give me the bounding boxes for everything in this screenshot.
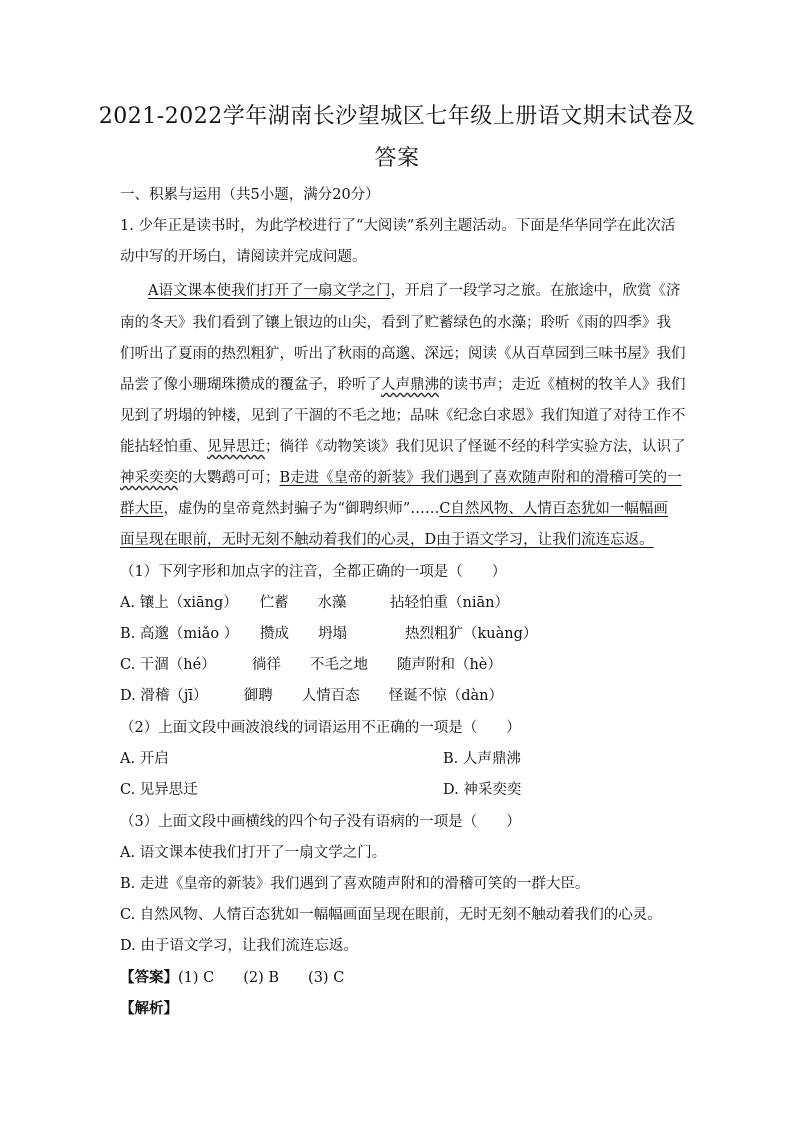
answer-line — [120, 968, 680, 988]
passage-text: 的大鹦鹉可可； — [178, 470, 280, 486]
passage-line — [120, 468, 680, 488]
subquestion-stem: （2）上面文段中画波浪线的词语运用不正确的一项是（ ） — [120, 720, 521, 736]
subquestion-stem: （3）上面文段中画横线的四个句子没有语病的一项是（ ） — [120, 814, 521, 830]
passage-line — [120, 437, 686, 457]
sentence-a-underlined: A语文课本使我们打开了一扇文学之门 — [148, 283, 391, 299]
passage-text: 品尝了像小珊瑚珠攒成的覆盆子，聆听了 — [120, 377, 381, 393]
option-c: C. 自然风物、人情百态犹如一幅幅画面呈现在眼前，无时无刻不触动着我们的心灵。 — [120, 907, 662, 923]
option-c: C. 见异思迁 — [120, 782, 198, 798]
question-intro: 1. 少年正是读书时，为此学校进行了“大阅读”系列主题活动。下面是华华同学在此次活 — [120, 218, 676, 234]
sentence-d-underlined: D由于语文学习，让我们流连忘返。 — [424, 532, 654, 548]
document-title-line1: 2021-2022学年湖南长沙望城区七年级上册语文期末试卷及 — [98, 104, 696, 129]
subquestion-stem: （1）下列字形和加点字的注音，全都正确的一项是（ ） — [120, 564, 507, 580]
option-b: B. 走进《皇帝的新装》我们遇到了喜欢随声附和的滑稽可笑的一群大臣。 — [120, 876, 590, 892]
wavy-word-shencai: 神采奕奕 — [120, 470, 178, 486]
analysis-label: 【解析】 — [120, 1000, 178, 1017]
answer-label: 【答案】 — [120, 969, 178, 986]
document-title-line2: 答案 — [374, 146, 420, 171]
option-b: B. 高邈（miǎo ） 攒成 坍塌 热烈粗犷（kuàng） — [120, 626, 538, 642]
option-d: D. 由于语文学习，让我们流连忘返。 — [120, 938, 358, 954]
option-d: D. 神采奕奕 — [443, 782, 522, 798]
passage-text: 的读书声；走近《植树的牧羊人》我们 — [439, 377, 686, 393]
sentence-b-underlined: B走进《皇帝的新装》我们遇到了喜欢随声附和的滑稽可笑的一 — [279, 470, 682, 486]
passage-line — [148, 281, 680, 301]
passage-text: ，开启了一段学习之旅。在旅途中，欣赏《济 — [390, 283, 681, 299]
passage-text: ，虚伪的皇帝竟然封骗子为“御聘织师”…… — [163, 501, 440, 517]
passage-line: 们听出了夏雨的热烈粗犷，听出了秋雨的高邈、深远；阅读《从百草园到三味书屋》我们 — [120, 346, 686, 362]
sentence-b-underlined: 群大臣 — [120, 501, 164, 517]
sentence-c-underlined: 面呈现在眼前，无时无刻不触动着我们的心灵， — [120, 532, 425, 548]
passage-line — [120, 375, 686, 395]
passage-line: 南的冬天》我们看到了镶上银边的山尖，看到了贮蓄绿色的水藻；聆听《雨的四季》我 — [120, 315, 671, 331]
passage-text: 能拈轻怕重、 — [120, 439, 207, 455]
sentence-c-underlined: C自然风物、人情百态犹如一幅幅画 — [439, 501, 668, 517]
option-b: B. 人声鼎沸 — [443, 751, 521, 767]
passage-line — [120, 499, 680, 519]
option-d: D. 滑稽（jī） 御聘 人情百态 怪诞不惊（dàn） — [120, 688, 503, 704]
wavy-word-rensheng: 人声鼎沸 — [381, 377, 439, 393]
option-a: A. 语文课本使我们打开了一扇文学之门。 — [120, 845, 387, 861]
question-intro: 动中写的开场白，请阅读并完成问题。 — [120, 249, 367, 265]
passage-line — [120, 530, 680, 550]
passage-line: 见到了坍塌的钟楼，见到了干涸的不毛之地；品味《纪念白求恩》我们知道了对待工作不 — [120, 408, 686, 424]
option-a: A. 镶上（xiāng） 伫蓄 水藻 拈轻怕重（niān） — [120, 595, 509, 611]
option-a: A. 开启 — [120, 751, 169, 767]
answer-text: (1) C (2) B (3) C — [178, 970, 345, 986]
option-c: C. 干涸（hé） 徜徉 不毛之地 随声附和（hè） — [120, 657, 502, 673]
section-heading: 一、积累与运用（共5小题，满分20分） — [120, 187, 380, 203]
passage-text: ；徜徉《动物笑谈》我们见识了怪诞不经的科学实验方法，认识了 — [265, 439, 686, 455]
wavy-word-jianyi: 见异思迁 — [207, 439, 265, 455]
